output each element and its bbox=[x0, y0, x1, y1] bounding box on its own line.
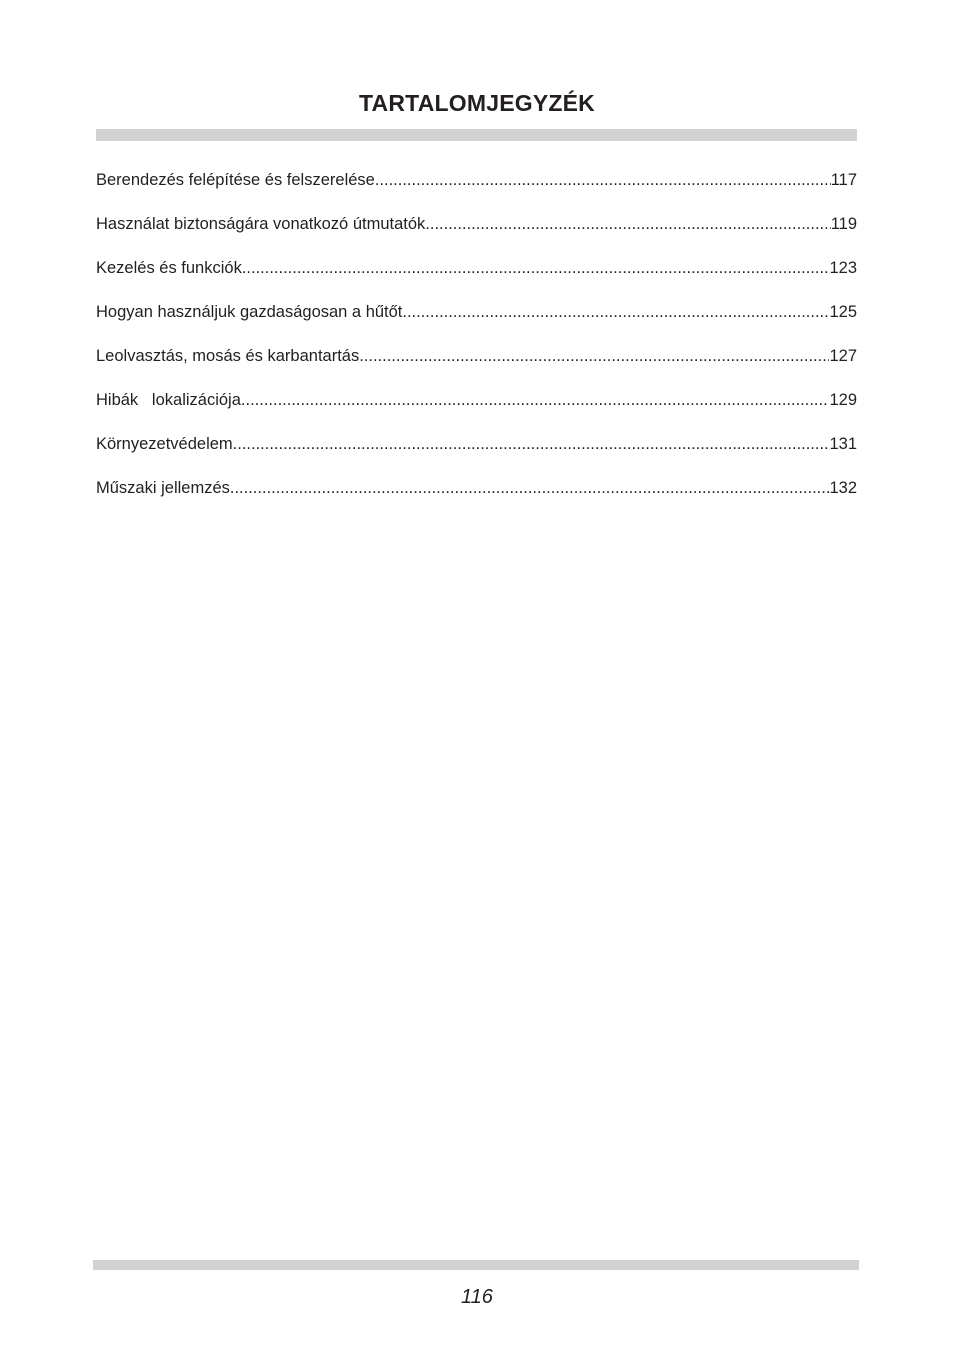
toc-entry-title: Hibák lokalizációja bbox=[96, 391, 241, 409]
dot-leader bbox=[359, 344, 829, 368]
dot-leader bbox=[230, 476, 830, 500]
footer-divider bbox=[93, 1260, 859, 1270]
toc-entry-title: Hogyan használjuk gazdaságosan a hűtőt bbox=[96, 303, 403, 321]
toc-entry bbox=[96, 256, 857, 300]
toc-entry bbox=[96, 344, 857, 388]
title-divider bbox=[96, 129, 857, 141]
toc-entry-page: 127 bbox=[829, 347, 857, 365]
toc-entry-page: 131 bbox=[829, 435, 857, 453]
toc-entry-page: 119 bbox=[830, 215, 857, 233]
toc-entry bbox=[96, 168, 857, 212]
dot-leader bbox=[241, 388, 830, 412]
toc-entry bbox=[96, 300, 857, 344]
page-number: 116 bbox=[461, 1286, 493, 1308]
toc-entry-page: 125 bbox=[829, 303, 857, 321]
dot-leader bbox=[233, 432, 830, 456]
toc-entry-title: Kezelés és funkciók bbox=[96, 259, 242, 277]
toc-entry-title: Leolvasztás, mosás és karbantartás bbox=[96, 347, 360, 365]
toc-entry bbox=[96, 476, 857, 520]
toc-entry-title: Berendezés felépítése és felszerelése bbox=[96, 171, 375, 189]
toc-entry bbox=[96, 432, 857, 476]
page-title: TARTALOMJEGYZÉK bbox=[359, 90, 595, 116]
toc-entry bbox=[96, 388, 857, 432]
toc-entry-page: 117 bbox=[830, 171, 857, 189]
dot-leader bbox=[402, 300, 829, 324]
toc-entry-page: 123 bbox=[829, 259, 857, 277]
toc-entry-page: 132 bbox=[829, 479, 857, 497]
toc-entry bbox=[96, 212, 857, 256]
toc-entry-title: Használat biztonságára vonatkozó útmutatók bbox=[96, 215, 426, 233]
dot-leader bbox=[425, 212, 830, 236]
toc-entry-title: Műszaki jellemzés bbox=[96, 479, 230, 497]
dot-leader bbox=[242, 256, 830, 280]
table-of-contents bbox=[96, 168, 857, 520]
toc-entry-page: 129 bbox=[829, 391, 857, 409]
dot-leader bbox=[375, 168, 831, 192]
toc-entry-title: Környezetvédelem bbox=[96, 435, 233, 453]
